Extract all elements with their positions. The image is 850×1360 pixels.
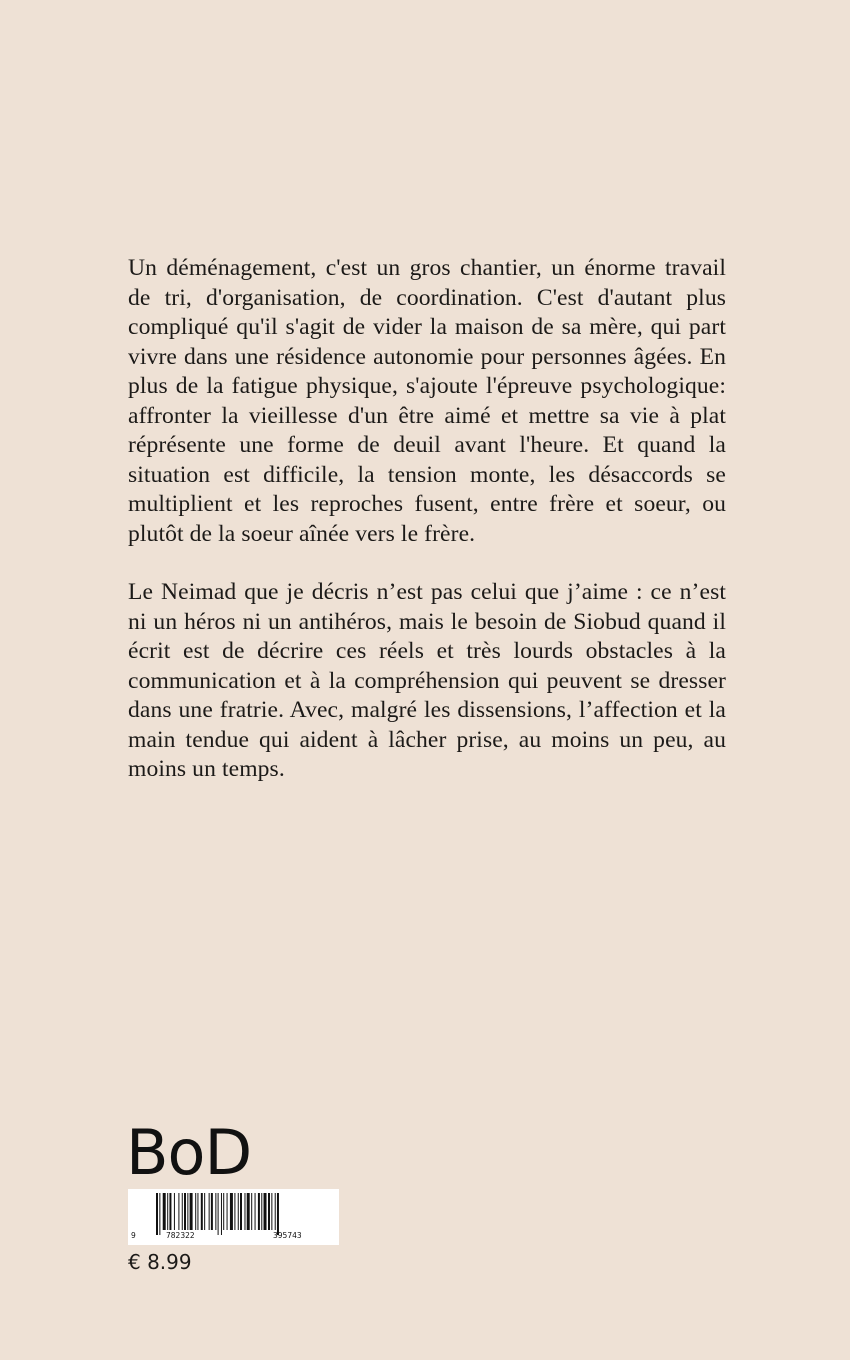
barcode-bars [128, 1189, 339, 1245]
barcode-bar [184, 1193, 186, 1230]
barcode-bar [215, 1193, 216, 1230]
barcode-bar [271, 1193, 272, 1230]
barcode-bar [223, 1193, 224, 1230]
back-cover-blurb [128, 254, 726, 814]
barcode-bar [187, 1193, 188, 1230]
barcode-bar [159, 1193, 160, 1235]
blurb-paragraph-2: Le Neimad que je décris n’est pas celui que j’aime : ce n’est ni un héros ni un antihéros, mais le besoin de Siobud quand il écrit est de décrire ces réels et très lourds obstacles à la communication et à la compréhension qui peuvent se dresser dans une fratrie. Avec, malgré les dissensions, l’affection et la main tendue qui aident à lâcher prise, au moins un peu, au moins un temps. [128, 579, 726, 782]
barcode-bar [169, 1193, 171, 1230]
barcode-bar [234, 1193, 235, 1230]
publisher-logo: BoD [126, 1116, 252, 1189]
barcode-bar [277, 1193, 279, 1235]
barcode-bar [182, 1193, 183, 1230]
barcode-bar [163, 1193, 166, 1230]
barcode-bar [197, 1193, 198, 1230]
barcode-bar [209, 1193, 210, 1230]
barcode-bar [211, 1193, 213, 1230]
barcode-bar [227, 1193, 228, 1230]
barcode-bar [244, 1193, 245, 1230]
barcode-bar [190, 1193, 193, 1230]
barcode-bar [264, 1193, 267, 1230]
barcode-bar [156, 1193, 158, 1235]
barcode-bar [178, 1193, 179, 1230]
barcode-bar [204, 1193, 205, 1230]
barcode-bar [174, 1193, 175, 1230]
barcode-right-digits: 395743 [273, 1231, 302, 1240]
barcode-left-digits: 782322 [166, 1231, 195, 1240]
barcode-bar [251, 1193, 252, 1230]
price-label: € 8.99 [128, 1250, 192, 1274]
isbn-barcode [128, 1189, 339, 1245]
barcode-bar [201, 1193, 203, 1230]
barcode-bar [230, 1193, 233, 1230]
barcode-bar [238, 1193, 239, 1230]
barcode-bar [275, 1193, 276, 1230]
barcode-bar [240, 1193, 242, 1230]
barcode-first-digit: 9 [131, 1231, 136, 1240]
barcode-bar [255, 1193, 256, 1230]
barcode-bar [261, 1193, 262, 1230]
barcode-bar [268, 1193, 270, 1230]
barcode-bar [221, 1193, 222, 1235]
barcode-bar [247, 1193, 250, 1230]
barcode-bar [218, 1193, 219, 1235]
blurb-paragraph-1: Un déménagement, c'est un gros chantier, un énorme travail de tri, d'organisation, de coordination. C'est d'autant plus compliqué qu'il s'agit de vider la maison de sa mère, qui part vivre dans une résidence autonomie pour personnes âgées. En plus de la fatigue physique, s'ajoute l'épreuve psychologique: affronter la vieillesse d'un être aimé et mettre sa vie à plat réprésente une forme de deuil avant l'heure. Et quand la situation est difficile, la tension monte, les désaccords se multiplient et les reproches fusent, entre frère et soeur, ou plutôt de la soeur aînée vers le frère. [128, 255, 726, 547]
barcode-bar [258, 1193, 260, 1230]
barcode-bar [167, 1193, 168, 1230]
barcode-bar [195, 1193, 196, 1230]
